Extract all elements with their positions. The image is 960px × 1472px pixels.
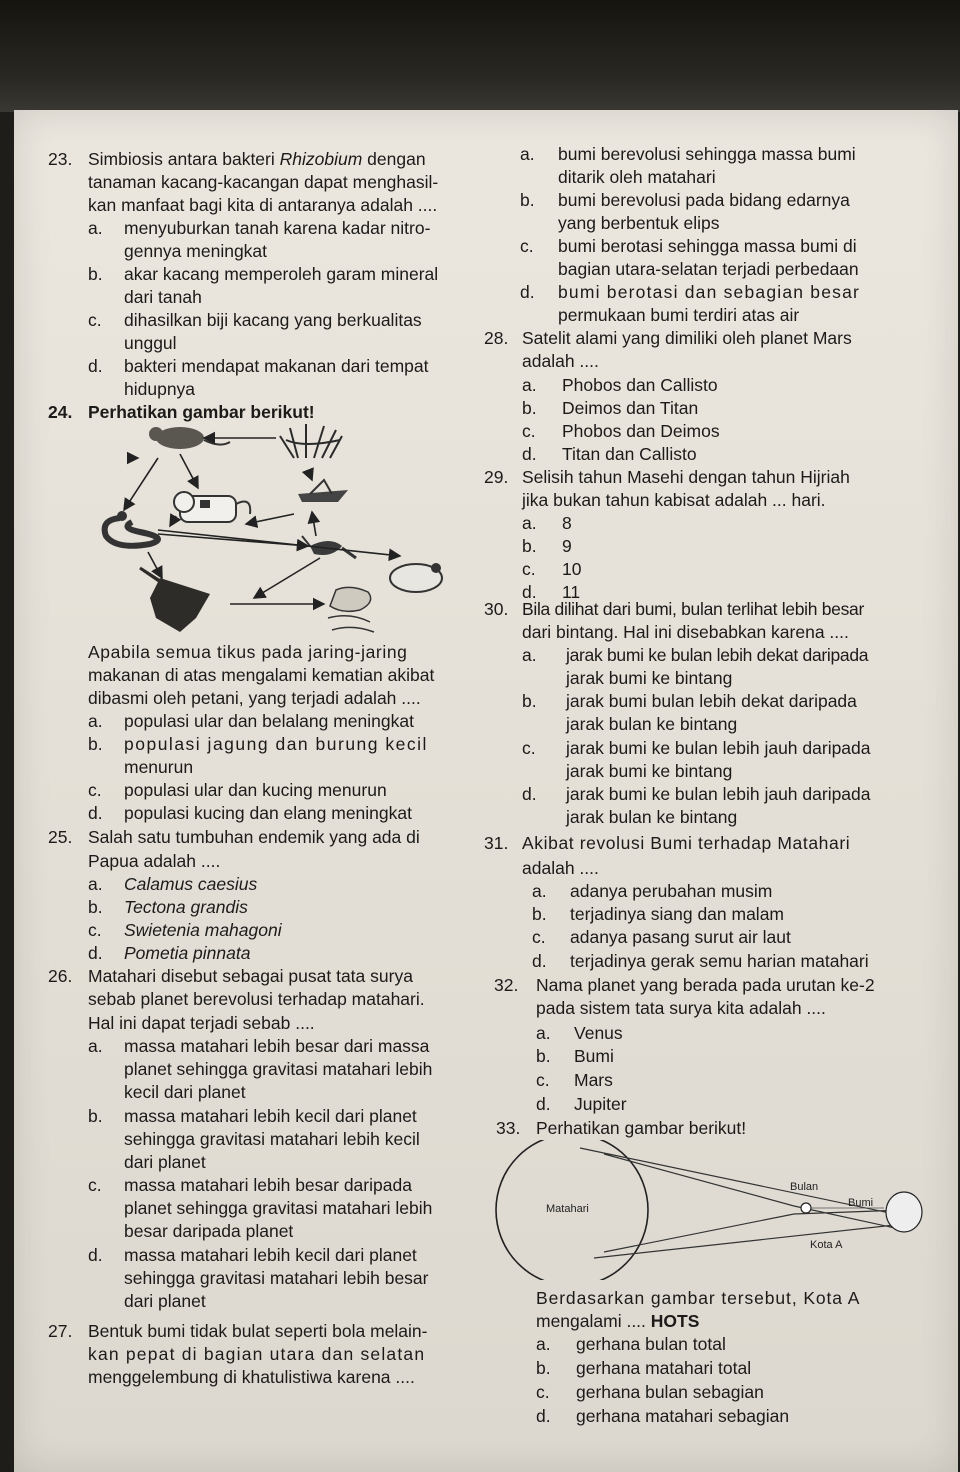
option-label: c.	[88, 780, 102, 800]
option-text: hidupnya	[124, 379, 196, 399]
question-number: 28.	[484, 328, 509, 348]
question-stem: adalah ....	[522, 858, 599, 878]
option-text: Calamus caesius	[124, 874, 258, 894]
option-label: c.	[88, 1175, 102, 1195]
question-stem: Perhatikan gambar berikut!	[88, 402, 315, 422]
option-label: a.	[522, 513, 537, 533]
question-stem: Simbiosis antara bakteri Rhizobium dengan	[88, 149, 426, 169]
option-label: d.	[88, 356, 103, 376]
question-stem: Nama planet yang berada pada urutan ke-2	[536, 975, 875, 995]
option-text: Tectona grandis	[124, 897, 248, 917]
option-text: dari planet	[124, 1291, 206, 1311]
eclipse-diagram	[484, 1140, 924, 1280]
option-label: c.	[88, 920, 102, 940]
option-text: populasi jagung dan burung kecil	[124, 734, 428, 754]
option-text: permukaan bumi terdiri atas air	[558, 305, 800, 325]
option-text: sehingga gravitasi matahari lebih besar	[124, 1268, 429, 1288]
question-stem: jika bukan tahun kabisat adalah ... hari.	[522, 490, 826, 510]
option-label: c.	[520, 236, 534, 256]
option-text: yang berbentuk elips	[558, 213, 720, 233]
question-number: 26.	[48, 966, 73, 986]
option-label: a.	[536, 1334, 551, 1354]
question-stem: Hal ini dapat terjadi sebab ....	[88, 1013, 315, 1033]
question-stem: sebab planet berevolusi terhadap matahari.	[88, 989, 425, 1009]
option-label: c.	[88, 310, 102, 330]
question-number: 23.	[48, 149, 73, 169]
option-text: massa matahari lebih besar dari massa	[124, 1036, 430, 1056]
option-text: akar kacang memperoleh garam mineral	[124, 264, 439, 284]
option-text: Bumi	[574, 1046, 614, 1066]
question-text: mengalami .... HOTS	[536, 1311, 700, 1331]
option-text: populasi kucing dan elang meningkat	[124, 803, 412, 823]
option-label: b.	[522, 398, 537, 418]
moon-label: Bulan	[790, 1181, 819, 1193]
question-stem: Bila dilihat dari bumi, bulan terlihat lebih besar	[522, 599, 865, 619]
question-stem: Salah satu tumbuhan endemik yang ada di	[88, 827, 420, 847]
option-text: besar daripada planet	[124, 1221, 294, 1241]
question-stem: Satelit alami yang dimiliki oleh planet Mars	[522, 328, 852, 348]
option-label: d.	[88, 1245, 103, 1265]
option-text: jarak bumi ke bintang	[566, 761, 733, 781]
moon-shape	[801, 1203, 811, 1213]
option-label: c.	[522, 559, 536, 579]
option-label: a.	[88, 1036, 103, 1056]
option-label: b.	[532, 904, 547, 924]
question-stem: kan manfaat bagi kita di antaranya adalah ....	[88, 195, 438, 215]
option-label: c.	[522, 421, 536, 441]
option-text: adanya pasang surut air laut	[570, 927, 791, 947]
option-label: b.	[88, 264, 103, 284]
option-label: c.	[536, 1070, 550, 1090]
option-text: menyuburkan tanah karena kadar nitro-	[124, 218, 431, 238]
option-label: d.	[88, 803, 103, 823]
option-text: jarak bumi bulan lebih dekat daripada	[566, 691, 857, 711]
option-label: d.	[532, 951, 547, 971]
option-text: 10	[562, 559, 582, 579]
option-text: jarak bulan ke bintang	[566, 807, 738, 827]
option-text: populasi ular dan kucing menurun	[124, 780, 387, 800]
option-text: Mars	[574, 1070, 613, 1090]
option-text: bakteri mendapat makanan dari tempat	[124, 356, 429, 376]
option-label: a.	[88, 711, 103, 731]
option-label: d.	[522, 784, 537, 804]
option-text: Pometia pinnata	[124, 943, 251, 963]
question-stem: kan pepat di bagian utara dan selatan	[88, 1344, 426, 1364]
option-text: Jupiter	[574, 1094, 627, 1114]
question-stem: adalah ....	[522, 351, 599, 371]
question-text: Apabila semua tikus pada jaring-jaring	[88, 642, 408, 662]
question-stem: Matahari disebut sebagai pusat tata surya	[88, 966, 413, 986]
option-text: sehingga gravitasi matahari lebih kecil	[124, 1129, 420, 1149]
option-text: gerhana matahari total	[576, 1358, 752, 1378]
option-label: a.	[532, 881, 547, 901]
option-text: dari planet	[124, 1152, 206, 1172]
option-label: b.	[536, 1046, 551, 1066]
sun-label: Matahari	[546, 1203, 589, 1215]
option-text: massa matahari lebih kecil dari planet	[124, 1106, 417, 1126]
question-number: 27.	[48, 1321, 73, 1341]
option-label: a.	[520, 144, 535, 164]
option-text: gerhana bulan total	[576, 1334, 726, 1354]
option-text: bagian utara-selatan terjadi perbedaan	[558, 259, 859, 279]
option-label: b.	[88, 1106, 103, 1126]
option-text: jarak bumi ke bulan lebih dekat daripada	[566, 645, 869, 665]
option-label: b.	[522, 691, 537, 711]
question-text: dibasmi oleh petani, yang terjadi adalah ....	[88, 688, 421, 708]
option-text: massa matahari lebih kecil dari planet	[124, 1245, 417, 1265]
option-text: gerhana bulan sebagian	[576, 1382, 764, 1402]
option-text: jarak bumi ke bulan lebih jauh daripada	[566, 738, 871, 758]
option-text: dihasilkan biji kacang yang berkualitas	[124, 310, 422, 330]
option-text: adanya perubahan musim	[570, 881, 773, 901]
question-stem: Akibat revolusi Bumi terhadap Matahari	[522, 833, 851, 853]
question-stem: Perhatikan gambar berikut!	[536, 1118, 747, 1138]
option-label: d.	[536, 1094, 551, 1114]
question-number: 24.	[48, 402, 73, 422]
question-text: Berdasarkan gambar tersebut, Kota A	[536, 1288, 861, 1308]
option-label: a.	[88, 218, 103, 238]
option-text: dari tanah	[124, 287, 202, 307]
question-stem: dari bintang. Hal ini disebabkan karena ....	[522, 622, 849, 642]
option-label: c.	[536, 1382, 550, 1402]
option-label: d.	[522, 444, 537, 464]
option-label: b.	[536, 1358, 551, 1378]
option-text: gennya meningkat	[124, 241, 268, 261]
question-number: 32.	[494, 975, 519, 995]
option-text: 11	[562, 582, 581, 602]
option-text: Phobos dan Deimos	[562, 421, 720, 441]
option-text: 8	[562, 513, 572, 533]
option-text: terjadinya siang dan malam	[570, 904, 785, 924]
option-text: populasi ular dan belalang meningkat	[124, 711, 414, 731]
option-text: jarak bulan ke bintang	[566, 714, 738, 734]
option-label: a.	[88, 874, 103, 894]
option-text: terjadinya gerak semu harian matahari	[570, 951, 869, 971]
hots-tag: HOTS	[650, 1311, 700, 1331]
question-text: makanan di atas mengalami kematian akibat	[88, 665, 435, 685]
question-number: 25.	[48, 827, 73, 847]
option-text: planet sehingga gravitasi matahari lebih	[124, 1059, 433, 1079]
option-text: Deimos dan Titan	[562, 398, 699, 418]
option-text: jarak bumi ke bintang	[566, 668, 733, 688]
option-label: c.	[532, 927, 546, 947]
option-label: d.	[522, 582, 537, 602]
city-label: Kota A	[810, 1239, 843, 1251]
option-label: b.	[88, 734, 103, 754]
question-stem: pada sistem tata surya kita adalah ....	[536, 998, 826, 1018]
question-number: 33.	[496, 1118, 521, 1138]
option-text: Swietenia mahagoni	[124, 920, 282, 940]
option-text: kecil dari planet	[124, 1082, 246, 1102]
question-number: 29.	[484, 467, 509, 487]
question-number: 30.	[484, 599, 509, 619]
question-stem: Selisih tahun Masehi dengan tahun Hijriah	[522, 467, 850, 487]
option-text: planet sehingga gravitasi matahari lebih	[124, 1198, 433, 1218]
question-stem: Papua adalah ....	[88, 851, 221, 871]
question-stem: Bentuk bumi tidak bulat seperti bola melain-	[88, 1321, 428, 1341]
option-label: a.	[522, 375, 537, 395]
option-text: Phobos dan Callisto	[562, 375, 718, 395]
option-text: massa matahari lebih besar daripada	[124, 1175, 412, 1195]
option-text: menurun	[124, 757, 194, 777]
option-text: jarak bumi ke bulan lebih jauh daripada	[566, 784, 871, 804]
earth-label: Bumi	[848, 1197, 874, 1209]
option-label: b.	[520, 190, 535, 210]
option-text: gerhana matahari sebagian	[576, 1406, 790, 1426]
option-label: c.	[522, 738, 536, 758]
option-text: unggul	[124, 333, 177, 353]
option-text: bumi berotasi sehingga massa bumi di	[558, 236, 857, 256]
earth-shape	[886, 1192, 922, 1232]
option-label: b.	[522, 536, 537, 556]
option-label: d.	[536, 1406, 551, 1426]
option-text: Venus	[574, 1023, 623, 1043]
option-label: d.	[88, 943, 103, 963]
option-label: d.	[520, 282, 535, 302]
option-text: bumi berevolusi sehingga massa bumi	[558, 144, 856, 164]
option-label: b.	[88, 897, 103, 917]
option-text: Titan dan Callisto	[562, 444, 697, 464]
option-text: bumi berotasi dan sebagian besar	[558, 282, 861, 302]
option-text: 9	[562, 536, 572, 556]
option-text: ditarik oleh matahari	[558, 167, 716, 187]
question-stem: tanaman kacang-kacangan dapat menghasil-	[88, 172, 439, 192]
question-number: 31.	[484, 833, 509, 853]
option-label: a.	[536, 1023, 551, 1043]
option-text: bumi berevolusi pada bidang edarnya	[558, 190, 850, 210]
question-stem: menggelembung di khatulistiwa karena ....	[88, 1367, 415, 1387]
option-label: a.	[522, 645, 537, 665]
